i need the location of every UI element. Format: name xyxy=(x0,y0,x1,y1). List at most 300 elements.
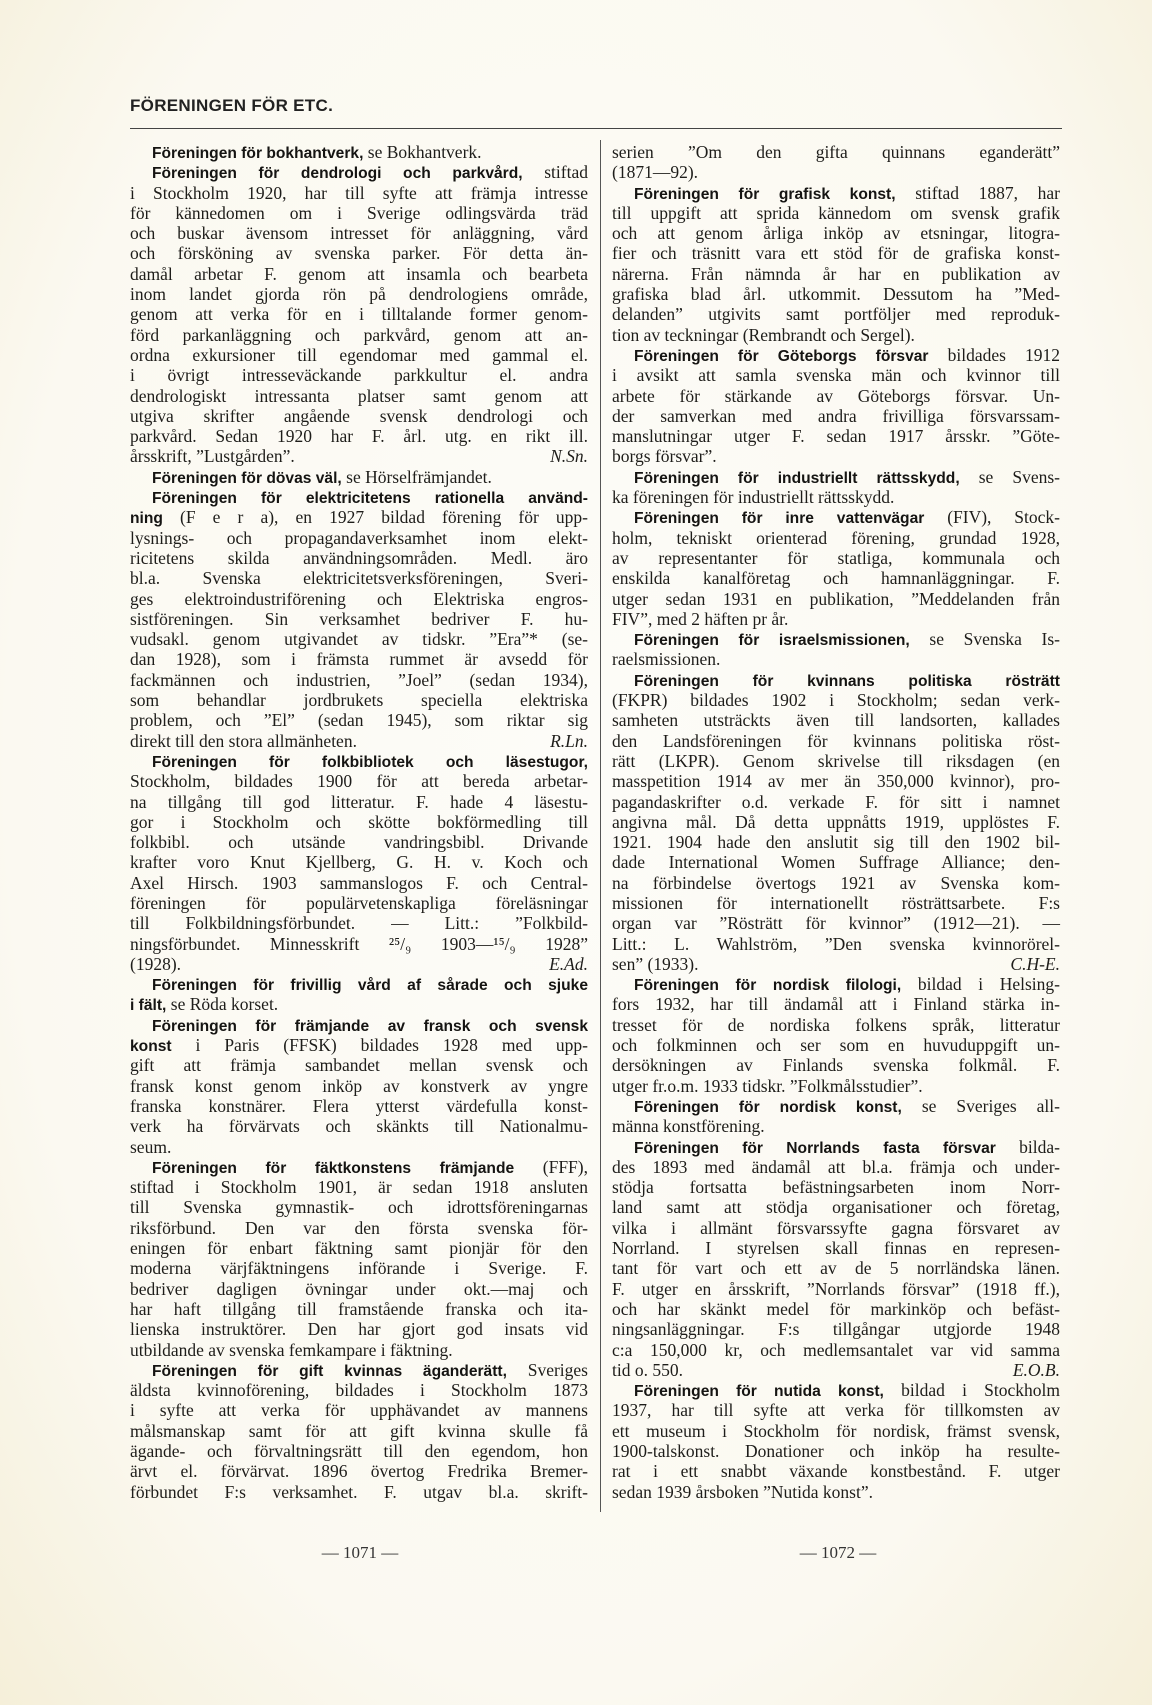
body-text: gift att främja sambandet mellan svensk och xyxy=(130,1055,588,1076)
body-text: rätt (LKPR). Genom skrivelse till riksdagen (en xyxy=(612,750,1060,771)
text-line xyxy=(130,1096,588,1116)
body-text: se Svenska Is- xyxy=(909,629,1061,650)
text-line xyxy=(612,1197,1060,1217)
body-text: dan 1928), som i främsta rummet är avsedd för xyxy=(130,649,588,670)
text-line xyxy=(612,1157,1060,1177)
body-text: fackmännen och industrien, ”Joel” (sedan 1934), xyxy=(130,669,588,690)
body-text: Axel Hirsch. 1903 sammanslogos F. och Central- xyxy=(130,872,588,893)
encyclopedia-entry xyxy=(130,1157,588,1360)
body-text: 1900-talskonst. Donationer och inköp ha resulte- xyxy=(612,1441,1060,1461)
text-line xyxy=(612,1258,1060,1278)
text-line xyxy=(612,852,1060,872)
entry-headword: Föreningen för Norrlands fasta försvar xyxy=(634,1139,996,1157)
line-text xyxy=(130,954,181,974)
body-text: i syfte att verka för upphävandet av mannens xyxy=(130,1400,588,1421)
text-line xyxy=(612,467,1060,487)
body-text: dersökningen av Finlands svenska folkmål. F. xyxy=(612,1055,1060,1076)
encyclopedia-entry xyxy=(130,142,588,162)
text-line xyxy=(130,731,588,751)
body-text: till Folkbildningsförbundet. — Litt.: ”Folkbild- xyxy=(130,913,588,934)
text-line xyxy=(130,203,588,223)
entry-headword: Föreningen för fäktkonstens främjande xyxy=(152,1159,515,1177)
body-text: land samt att stödja organisationer och företag, xyxy=(612,1197,1060,1218)
body-text: organ var ”Rösträtt för kvinnor” (1912—21). — xyxy=(612,913,1060,934)
body-text: pagandaskrifter o.d. verkade F. för sitt i namnet xyxy=(612,791,1060,812)
text-line xyxy=(612,629,1060,649)
body-text: missionen för internationellt rösträttsarbete. F:s xyxy=(612,892,1060,913)
body-text: har haft tillgång till framstående franska och ita- xyxy=(130,1298,588,1319)
text-line xyxy=(612,1360,1060,1380)
body-text: fors 1932, har till ändamål att i Finland stärka in- xyxy=(612,994,1060,1015)
body-text: som behandlar jordbrukets speciella elektriska xyxy=(130,690,588,711)
entry-headword: Föreningen för folkbibliotek och läsestugor, xyxy=(152,753,588,771)
entry-headword: Föreningen för bokhantverk, xyxy=(152,145,364,162)
entry-headword: Föreningen för främjande av fransk och svensk xyxy=(152,1017,588,1035)
text-line xyxy=(130,1461,588,1481)
text-line xyxy=(130,1238,588,1258)
body-text: c:a 150,000 kr, och medlemsantalet var vid samma xyxy=(612,1339,1060,1360)
body-text: 1937, har till syfte att verka för tillkomsten av xyxy=(612,1400,1060,1421)
body-text: i Stockholm 1920, har till syfte att främja intresse xyxy=(130,182,588,203)
text-line xyxy=(130,1055,588,1075)
text-line xyxy=(130,670,588,690)
body-text: (FIV), Stock- xyxy=(924,507,1060,528)
body-text: Stockholm, bildades 1900 för att bereda arbetar- xyxy=(130,771,588,792)
body-text: ett museum i Stockholm för nordisk, främst svensk, xyxy=(612,1420,1060,1441)
body-text: Litt.: L. Wahlström, ”Den svenska kvinnorörel- xyxy=(612,933,1060,954)
body-text: stödja fortsatta befästningsarbeten inom Norr- xyxy=(612,1177,1060,1198)
body-text: (F e r a), en 1927 bildad förening för upp- xyxy=(162,507,588,528)
text-line xyxy=(130,1360,588,1380)
text-line xyxy=(612,223,1060,243)
page-number-left: — 1071 — xyxy=(321,1543,399,1562)
author-signature: E.O.B. xyxy=(1012,1359,1060,1380)
text-line xyxy=(130,994,588,1014)
body-text: borgs försvar”. xyxy=(612,446,717,467)
entry-headword: Föreningen för nordisk filologi, xyxy=(634,977,902,995)
text-line xyxy=(612,994,1060,1014)
entry-headword: Föreningen för nutida konst, xyxy=(634,1383,884,1401)
text-line xyxy=(612,1400,1060,1420)
text-line xyxy=(612,264,1060,284)
body-text: bedriver dagligen övningar under okt.—maj och xyxy=(130,1278,588,1299)
text-line xyxy=(612,1116,1060,1136)
text-line xyxy=(612,1482,1060,1502)
text-line xyxy=(612,426,1060,446)
text-line xyxy=(612,771,1060,791)
body-text: målsmanskap samt för att gift kvinna skulle få xyxy=(130,1420,588,1441)
encyclopedia-entry xyxy=(612,507,1060,629)
body-text: ningsanläggningar. F:s tillgångar utgjorde 1948 xyxy=(612,1319,1060,1340)
body-text: der samverkan med andra frivilliga försvarssam- xyxy=(612,405,1060,426)
text-line xyxy=(130,649,588,669)
encyclopedia-entry xyxy=(612,1096,1060,1137)
text-line xyxy=(612,1177,1060,1197)
text-line xyxy=(612,832,1060,852)
encyclopedia-entry xyxy=(130,1015,588,1157)
text-line xyxy=(130,1340,588,1360)
right-column-page-1072 xyxy=(612,142,1060,1502)
body-text: och buskar ävensom intresset för anläggning, vård xyxy=(130,223,588,244)
text-line xyxy=(612,934,1060,954)
text-line xyxy=(130,1299,588,1319)
body-text: ägande- och förvaltningsrätt till den egendom, hon xyxy=(130,1441,588,1461)
body-text: vilka i allmänt försvarssyfte gagna försvaret av xyxy=(612,1217,1060,1238)
body-text: ordna exkursioner till egendomar med gammal el. xyxy=(130,344,588,365)
text-line xyxy=(130,548,588,568)
entry-headword: Föreningen för inre vattenvägar xyxy=(634,510,925,528)
body-text: stiftad i Stockholm 1901, är sedan 1918 ansluten xyxy=(130,1177,588,1198)
text-line xyxy=(612,386,1060,406)
body-text: verk ha förvärvats och skänkts till Nationalmu- xyxy=(130,1116,588,1137)
text-line xyxy=(612,1319,1060,1339)
text-line xyxy=(130,690,588,710)
text-line xyxy=(130,893,588,913)
text-line xyxy=(130,1421,588,1441)
body-text: FIV”, med 2 häften pr år. xyxy=(612,608,789,629)
body-text: stiftad 1887, har xyxy=(895,182,1060,203)
entry-headword: ning xyxy=(130,510,163,528)
text-line xyxy=(130,1380,588,1400)
body-text: tid o. 550. xyxy=(612,1359,683,1380)
text-line xyxy=(130,1157,588,1177)
text-line xyxy=(612,183,1060,203)
text-line xyxy=(612,1380,1060,1400)
text-line xyxy=(130,1400,588,1420)
body-text: moderna värjfäktningens införande i Sverige. F. xyxy=(130,1258,588,1279)
body-text: tion av teckningar (Rembrandt och Sergel). xyxy=(612,324,915,345)
running-head: FÖRENINGEN FÖR ETC. xyxy=(130,96,334,115)
body-text: dade International Women Suffrage Alliance; den- xyxy=(612,852,1060,873)
text-line xyxy=(130,852,588,872)
text-line xyxy=(612,162,1060,182)
text-line xyxy=(130,1319,588,1339)
text-line xyxy=(130,406,588,426)
body-text: bl.a. Svenska elektricitetsverksföreningen, Sveri- xyxy=(130,568,588,589)
body-text: sedan 1939 årsboken ”Nutida konst”. xyxy=(612,1481,873,1502)
text-line xyxy=(130,1218,588,1238)
author-signature: N.Sn. xyxy=(550,446,588,467)
line-text xyxy=(130,446,295,466)
body-text: (1871—92). xyxy=(612,162,699,183)
body-text: se Svens- xyxy=(959,466,1060,487)
body-text: gor i Stockholm och skötte bokförmedling till xyxy=(130,811,588,832)
body-text: grafiska blad årl. utkommit. Dessutom ha ”Med- xyxy=(612,284,1060,305)
body-text: lienska instruktörer. Den har gjort god insats vid xyxy=(130,1319,588,1340)
text-line xyxy=(612,1421,1060,1441)
text-line xyxy=(612,589,1060,609)
text-line xyxy=(612,710,1060,730)
body-text: för kännedomen om i Sverige odlingsvärda träd xyxy=(130,202,588,223)
body-text: rat i ett snabbt växande konstbestånd. F. utger xyxy=(612,1461,1060,1482)
entry-headword: Föreningen för nordisk konst, xyxy=(634,1098,902,1116)
text-line xyxy=(130,467,588,487)
entry-headword: Föreningen för kvinnans politiska rösträtt xyxy=(634,672,1060,690)
encyclopedia-entry xyxy=(130,974,588,1015)
body-text: utger sedan 1931 en publikation, ”Meddelanden från xyxy=(612,588,1060,609)
text-line xyxy=(130,771,588,791)
entry-headword: Föreningen för dövas väl, xyxy=(152,469,342,487)
body-text: arbete för stärkande av Göteborgs försvar. Un- xyxy=(612,385,1060,406)
text-line xyxy=(130,1441,588,1461)
text-line xyxy=(130,1015,588,1035)
text-line xyxy=(130,507,588,527)
author-signature: C.H-E. xyxy=(1010,953,1060,974)
encyclopedia-entry xyxy=(612,1380,1060,1502)
text-line xyxy=(130,792,588,812)
body-text: (1928). xyxy=(130,953,182,974)
text-line xyxy=(130,568,588,588)
text-line xyxy=(130,142,588,162)
entry-headword: Föreningen för industriellt rättsskydd, xyxy=(634,469,960,487)
body-text: bilda- xyxy=(995,1136,1060,1157)
text-line xyxy=(130,304,588,324)
text-line xyxy=(130,487,588,507)
text-line xyxy=(130,325,588,345)
body-text: F. utger en årsskrift, ”Norrlands försvar” (1918 ff.), xyxy=(612,1278,1060,1299)
body-text: riksförbund. Den var den första svenska för- xyxy=(130,1217,588,1238)
text-line xyxy=(612,1340,1060,1360)
text-line xyxy=(130,365,588,385)
body-text: den Landsföreningen för kvinnans politiska röst- xyxy=(612,730,1060,751)
encyclopedia-entry xyxy=(130,487,588,751)
text-line xyxy=(130,913,588,933)
body-text: sistföreningen. Sin verksamhet bedriver F. hu- xyxy=(130,608,588,629)
text-line xyxy=(130,223,588,243)
text-line xyxy=(130,873,588,893)
text-line xyxy=(130,710,588,730)
text-line xyxy=(130,1137,588,1157)
text-line xyxy=(130,1279,588,1299)
body-text: förbundet F:s verksamhet. F. utgav bl.a. skrift- xyxy=(130,1481,588,1502)
body-text: ärvt el. förvärvat. 1896 övertog Fredrika Bremer- xyxy=(130,1461,588,1482)
body-text: des 1893 med ändamål att bl.a. främja och under- xyxy=(612,1156,1060,1177)
encyclopedia-entry xyxy=(612,467,1060,508)
body-text: vudsakl. genom utgivandet av tidskr. ”Era”* (se- xyxy=(130,629,588,650)
text-line xyxy=(130,751,588,771)
entry-headword: Föreningen för israelsmissionen, xyxy=(634,632,910,650)
body-text: bildad i Helsing- xyxy=(901,974,1060,995)
text-line xyxy=(612,1137,1060,1157)
text-line xyxy=(612,1299,1060,1319)
encyclopedia-entry xyxy=(130,162,588,466)
body-text: parkvård. Sedan 1920 har F. årl. utg. en rikt ill. xyxy=(130,426,588,447)
text-line xyxy=(612,893,1060,913)
body-text: manslutningar utger F. sedan 1917 årsskr. ”Göte- xyxy=(612,426,1060,447)
entry-headword: Föreningen för dendrologi och parkvård, xyxy=(152,165,523,183)
text-line xyxy=(130,1258,588,1278)
body-text: raelsmissionen. xyxy=(612,649,721,670)
text-line xyxy=(130,345,588,365)
body-text: franska konstnärer. Flera ytterst värdefulla konst- xyxy=(130,1095,588,1116)
body-text: ka föreningen för industriellt rättsskydd. xyxy=(612,487,895,508)
body-text: i avsikt att samla svenska män och kvinnor till xyxy=(612,365,1060,386)
body-text: föreningen för populärvetenskapliga föreläsningar xyxy=(130,892,588,913)
encyclopedia-entry xyxy=(130,751,588,974)
text-line xyxy=(612,1035,1060,1055)
text-line xyxy=(612,284,1060,304)
body-text: direkt till den stora allmänheten. xyxy=(130,730,357,751)
text-line xyxy=(130,1177,588,1197)
body-text: och har skänkt medel för markinköp och befäst- xyxy=(612,1298,1060,1319)
text-line xyxy=(612,487,1060,507)
body-text: tresset för de nordiska folkens språk, litteratur xyxy=(612,1014,1060,1035)
text-line xyxy=(612,974,1060,994)
text-line xyxy=(612,528,1060,548)
text-line xyxy=(130,426,588,446)
body-text: och folkminnen och ser som en huvuduppgift un- xyxy=(612,1035,1060,1056)
text-line xyxy=(612,751,1060,771)
body-text: bildades 1912 xyxy=(928,344,1060,365)
body-text: samheten utsträckts även till landsorten, kallades xyxy=(612,710,1060,731)
encyclopedia-entry xyxy=(130,1360,588,1502)
text-line xyxy=(612,1238,1060,1258)
body-text: förd parkanläggning och parkvård, genom att an- xyxy=(130,324,588,345)
text-line xyxy=(612,345,1060,365)
text-line xyxy=(130,446,588,466)
body-text: (FFF), xyxy=(514,1156,588,1177)
text-line xyxy=(130,162,588,182)
text-line xyxy=(130,609,588,629)
body-text: seum. xyxy=(130,1136,172,1157)
line-text xyxy=(612,954,699,974)
body-text: till uppgift att sprida kännedom om svensk grafik xyxy=(612,202,1060,223)
text-line xyxy=(612,507,1060,527)
line-text xyxy=(130,731,357,751)
body-text: äldsta kvinnoförening, bildades i Stockholm 1873 xyxy=(130,1380,588,1401)
body-text: inom landet gjorda rön på dendrologiens område, xyxy=(130,284,588,305)
author-signature: E.Ad. xyxy=(549,953,588,974)
encyclopedia-entry xyxy=(612,974,1060,1096)
body-text: bildad i Stockholm xyxy=(883,1380,1060,1401)
text-line xyxy=(612,792,1060,812)
body-text: Norrland. I styrelsen skall finnas en represen- xyxy=(612,1238,1060,1259)
body-text: männa konstförening. xyxy=(612,1116,765,1137)
text-line xyxy=(612,1055,1060,1075)
body-text: krafter voro Knut Kjellberg, G. H. v. Koch och xyxy=(130,852,588,873)
text-line xyxy=(130,1035,588,1055)
body-text: se Sveriges all- xyxy=(901,1095,1060,1116)
body-text: enskilda kanalföretag och hamnanläggningar. F. xyxy=(612,568,1060,589)
body-text: ges elektroindustriförening och Elektriska engros- xyxy=(130,588,588,609)
text-line xyxy=(612,548,1060,568)
text-line xyxy=(612,1096,1060,1116)
body-text: damål arbetar F. genom att insamla och bearbeta xyxy=(130,263,588,284)
body-text: angivna mål. Då detta uppnåtts 1919, upplöstes F. xyxy=(612,811,1060,832)
body-text: Sveriges xyxy=(506,1359,588,1380)
encyclopedia-entry xyxy=(130,467,588,487)
body-text: serien ”Om den gifta quinnans eganderätt” xyxy=(612,142,1060,162)
text-line xyxy=(130,954,588,974)
text-line xyxy=(612,954,1060,974)
text-line xyxy=(612,325,1060,345)
body-text: ningsförbundet. Minnesskrift ²⁵/₉ 1903—¹⁵/₉ 1928” xyxy=(130,933,588,954)
text-line xyxy=(612,873,1060,893)
text-line xyxy=(612,365,1060,385)
body-text: se Bokhantverk. xyxy=(363,142,482,162)
author-signature: R.Ln. xyxy=(550,730,588,751)
body-text: i övrigt intresseväckande parkkultur el. andra xyxy=(130,365,588,386)
text-line xyxy=(130,974,588,994)
text-line xyxy=(130,832,588,852)
text-line xyxy=(130,589,588,609)
entry-headword: Föreningen för frivillig vård af sårade och sjuke xyxy=(152,977,588,995)
text-line xyxy=(130,1116,588,1136)
body-text: se Röda korset. xyxy=(166,994,279,1015)
text-line xyxy=(130,1197,588,1217)
body-text: lysnings- och propagandaverksamhet inom elekt- xyxy=(130,527,588,548)
entry-headword: Föreningen för grafisk konst, xyxy=(634,185,896,203)
text-line xyxy=(612,609,1060,629)
column-divider xyxy=(600,140,601,1512)
body-text: utger fr.o.m. 1933 tidskr. ”Folkmålsstudier”. xyxy=(612,1075,923,1096)
text-line xyxy=(612,1218,1060,1238)
body-text: masspetition 1914 av mer än 350,000 kvinnor), pro- xyxy=(612,771,1060,792)
body-text: utgiva skrifter angående svensk dendrologi och xyxy=(130,405,588,426)
text-line xyxy=(612,913,1060,933)
text-line xyxy=(612,203,1060,223)
text-line xyxy=(130,1482,588,1502)
body-text: till Svenska gymnastik- och idrottsföreningarnas xyxy=(130,1197,588,1218)
body-text: av representanter för statliga, kommunala och xyxy=(612,547,1060,568)
encyclopedia-entry xyxy=(612,670,1060,974)
text-line xyxy=(130,1076,588,1096)
text-line xyxy=(612,243,1060,263)
text-line xyxy=(130,183,588,203)
body-text: fransk konst genom inköp av konstverk av yngre xyxy=(130,1075,588,1096)
encyclopedia-entry xyxy=(612,142,1060,183)
body-text: årsskrift, ”Lustgården”. xyxy=(130,446,295,467)
text-line xyxy=(130,629,588,649)
text-line xyxy=(612,304,1060,324)
encyclopedia-entry xyxy=(612,629,1060,670)
left-column-page-1071 xyxy=(130,142,588,1502)
body-text: sen” (1933). xyxy=(612,953,699,974)
body-text: i Paris (FFSK) bildades 1928 med upp- xyxy=(171,1035,588,1056)
entry-headword: Föreningen för gift kvinnas äganderätt, xyxy=(152,1362,507,1380)
body-text: na tillgång till god litteratur. F. hade 4 läsestu- xyxy=(130,791,588,812)
text-line xyxy=(612,142,1060,162)
body-text: problem, och ”El” (sedan 1945), som riktar sig xyxy=(130,710,588,731)
entry-headword: Föreningen för elektricitetens rationella använd- xyxy=(152,490,588,508)
body-text: folkbibl. och utsände vandringsbibl. Drivande xyxy=(130,832,588,853)
entry-headword: konst xyxy=(130,1038,172,1056)
page-number-right: — 1072 — xyxy=(799,1543,877,1562)
body-text: stiftad xyxy=(522,162,588,183)
text-line xyxy=(612,649,1060,669)
text-line xyxy=(612,690,1060,710)
body-text: se Hörselfrämjandet. xyxy=(341,466,492,487)
entry-headword: i fält, xyxy=(130,997,167,1015)
body-text: genom att verka för en i tilltalande former genom- xyxy=(130,304,588,325)
text-line xyxy=(612,1461,1060,1481)
body-text: holm, tekniskt orienterad förening, grundad 1928, xyxy=(612,527,1060,548)
body-text: och att genom årliga inköp av etsningar, litogra- xyxy=(612,223,1060,244)
body-text: tant för vart och ett av de 5 norrländska länen. xyxy=(612,1258,1060,1279)
text-line xyxy=(130,528,588,548)
body-text: närerna. Från nämnda år har en publikation av xyxy=(612,263,1060,284)
text-line xyxy=(612,446,1060,466)
text-line xyxy=(612,670,1060,690)
body-text: delanden” utgivits samt portföljer med reproduk- xyxy=(612,304,1060,325)
text-line xyxy=(612,1279,1060,1299)
body-text: fier och träsnitt vara ett stöd för de grafiska konst- xyxy=(612,243,1060,264)
body-text: 1921. 1904 hade den anslutit sig till den 1902 bil- xyxy=(612,832,1060,853)
text-line xyxy=(130,243,588,263)
text-line xyxy=(612,1076,1060,1096)
text-line xyxy=(612,568,1060,588)
body-text: dendrologiskt intressanta platser samt genom att xyxy=(130,385,588,406)
